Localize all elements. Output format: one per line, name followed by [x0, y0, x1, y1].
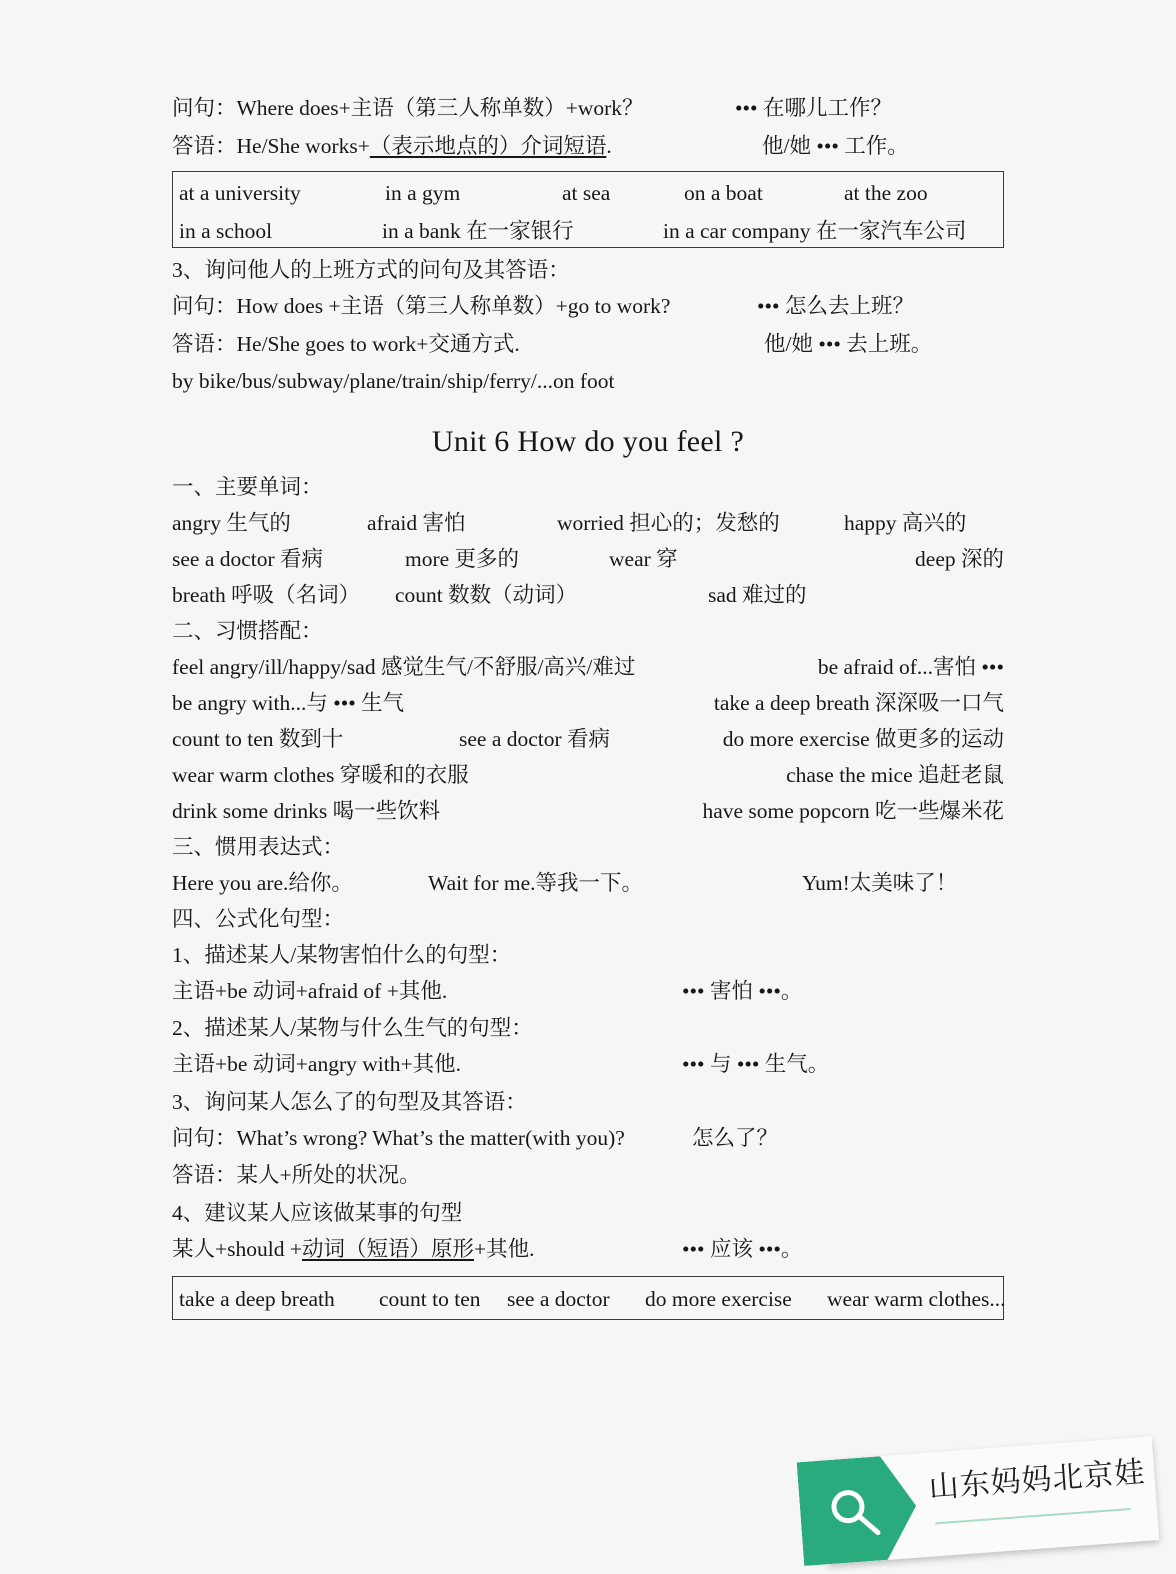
collocation-middle: see a doctor 看病: [459, 726, 611, 751]
workplace-answer-prefix: He/She works+: [236, 133, 370, 158]
workplace-answer-label: 答语：: [172, 133, 237, 158]
place-cell: in a bank 在一家银行: [382, 219, 574, 243]
collocation-row: [172, 793, 1004, 829]
transport-list-row: by bike/bus/subway/plane/train/ship/ferry/...on foot: [172, 369, 615, 393]
unit-title: Unit 6 How do you feel ?: [431, 424, 745, 458]
collocation-right: take a deep breath 深深吸一口气: [713, 690, 1004, 715]
collocation-right: chase the mice 追赶老鼠: [786, 762, 1004, 787]
word-item: see a doctor 看病: [172, 546, 324, 571]
workplace-answer-suffix: .: [606, 133, 612, 158]
pattern3-answer-text: 某人+所处的状况。: [236, 1163, 421, 1187]
advice-cell: do more exercise: [645, 1287, 792, 1311]
pattern3-question-label: 问句：: [172, 1125, 237, 1150]
word-item: sad 难过的: [708, 582, 807, 607]
word-item: more 更多的: [405, 546, 520, 571]
pattern2-gloss: ••• 与 ••• 生气。: [682, 1052, 830, 1076]
transport-answer-row: [172, 326, 1004, 364]
pattern4-formula-prefix: 某人+should +: [172, 1236, 302, 1261]
words-row: [172, 577, 1004, 613]
place-cell: at a university: [179, 181, 301, 205]
pattern2-formula-row: [172, 1046, 1004, 1084]
collocation-left: count to ten 数到十: [172, 726, 344, 751]
transport-answer-text: He/She goes to work+交通方式.: [236, 331, 520, 356]
places-box-row: [179, 174, 1003, 212]
word-item: count 数数（动词）: [395, 582, 578, 607]
pattern4-formula-row: [172, 1231, 1004, 1269]
pattern4-formula-suffix: +其他.: [473, 1236, 535, 1261]
workplace-question-gloss: ••• 在哪儿工作？: [735, 96, 892, 120]
pattern2-heading: 2、描述某人/某物与什么生气的句型：: [172, 1016, 533, 1040]
collocation-row: [172, 721, 1004, 757]
pattern4-formula-underlined: 动词（短语）原形: [301, 1236, 474, 1261]
advice-cell: count to ten: [379, 1287, 481, 1311]
expression-item: Yum!太美味了！: [802, 870, 958, 895]
workplace-answer-underlined: （表示地点的）介词短语: [369, 133, 607, 158]
workplace-answer-gloss: 他/她 ••• 工作。: [762, 133, 909, 158]
watermark: [796, 1430, 1164, 1574]
collocation-right: be afraid of...害怕 •••: [817, 654, 1004, 679]
advice-box-row: [179, 1279, 1006, 1319]
transport-question-row: [172, 288, 1004, 326]
word-item: deep 深的: [915, 546, 1004, 571]
workplace-question-text: Where does+主语（第三人称单数）+work？: [236, 96, 644, 120]
collocations-heading: 二、习惯搭配：: [172, 618, 323, 643]
word-item: angry 生气的: [172, 510, 291, 535]
advice-cell: wear warm clothes...: [827, 1287, 1006, 1311]
collocation-right: do more exercise 做更多的运动: [722, 726, 1004, 751]
pattern1-heading: 1、描述某人/某物害怕什么的句型：: [172, 942, 512, 967]
pattern4-gloss: ••• 应该 •••。: [682, 1236, 803, 1261]
place-cell: at sea: [562, 181, 611, 205]
expression-item: Wait for me.等我一下。: [428, 870, 644, 895]
collocation-row: [172, 757, 1004, 793]
word-item: wear 穿: [609, 546, 678, 571]
expressions-row: [172, 865, 1004, 901]
place-cell: in a school: [179, 219, 273, 243]
pattern1-formula-row: [172, 973, 1004, 1011]
collocation-left: feel angry/ill/happy/sad 感觉生气/不舒服/高兴/难过: [172, 654, 636, 679]
words-row: [172, 541, 1004, 577]
places-box: [172, 171, 1004, 248]
pattern1-formula: 主语+be 动词+afraid of +其他.: [172, 978, 448, 1003]
transport-answer-gloss: 他/她 ••• 去上班。: [764, 331, 933, 356]
advice-cell: see a doctor: [507, 1287, 610, 1311]
pattern1-gloss: ••• 害怕 •••。: [682, 978, 803, 1003]
document-body: [172, 90, 1004, 1320]
collocation-left: drink some drinks 喝一些饮料: [172, 798, 441, 823]
collocation-row: [172, 685, 1004, 721]
place-cell: at the zoo: [844, 181, 928, 205]
pattern3-question-gloss: 怎么了？: [692, 1125, 779, 1150]
expression-item: Here you are.给你。: [172, 870, 353, 895]
transport-question-text: How does +主语（第三人称单数）+go to work?: [236, 294, 671, 318]
collocation-row: [172, 649, 1004, 685]
transport-answer-label: 答语：: [172, 331, 237, 356]
transport-question-label: 问句：: [172, 294, 237, 318]
transport-question-gloss: ••• 怎么去上班？: [757, 294, 914, 318]
pattern3-heading: 3、询问某人怎么了的句型及其答语：: [172, 1089, 527, 1114]
word-item: happy 高兴的: [844, 510, 967, 535]
expressions-heading: 三、惯用表达式：: [172, 834, 345, 859]
word-item: worried 担心的；发愁的: [557, 510, 780, 535]
pattern4-heading: 4、建议某人应该做某事的句型: [172, 1200, 463, 1225]
word-item: afraid 害怕: [367, 510, 466, 535]
word-item: breath 呼吸（名词）: [172, 582, 361, 607]
pattern3-answer-label: 答语：: [172, 1163, 237, 1187]
collocation-left: wear warm clothes 穿暖和的衣服: [172, 762, 469, 787]
collocation-left: be angry with...与 ••• 生气: [172, 690, 405, 715]
advice-box: [172, 1276, 1004, 1320]
patterns-heading: 四、公式化句型：: [172, 906, 345, 931]
words-row: [172, 505, 1004, 541]
watermark-text: 山东妈妈北京娃: [927, 1455, 1147, 1505]
place-cell: in a gym: [385, 181, 461, 205]
place-cell: in a car company 在一家汽车公司: [663, 219, 967, 243]
words-heading: 一、主要单词：: [172, 474, 323, 499]
pattern3-answer-row: [172, 1157, 1004, 1195]
transport-heading: 3、询问他人的上班方式的问句及其答语：: [172, 258, 570, 282]
pattern3-question-text: What’s wrong? What’s the matter(with you)?: [236, 1125, 625, 1150]
workplace-question-row: [172, 90, 1004, 128]
advice-cell: take a deep breath: [179, 1287, 335, 1311]
pattern3-question-row: [172, 1120, 1004, 1158]
place-cell: on a boat: [684, 181, 763, 205]
pattern2-formula: 主语+be 动词+angry with+其他.: [172, 1052, 461, 1076]
places-box-row: [179, 212, 1003, 250]
workplace-question-label: 问句：: [172, 96, 237, 120]
collocation-right: have some popcorn 吃一些爆米花: [702, 798, 1004, 823]
workplace-answer-row: [172, 128, 1004, 166]
